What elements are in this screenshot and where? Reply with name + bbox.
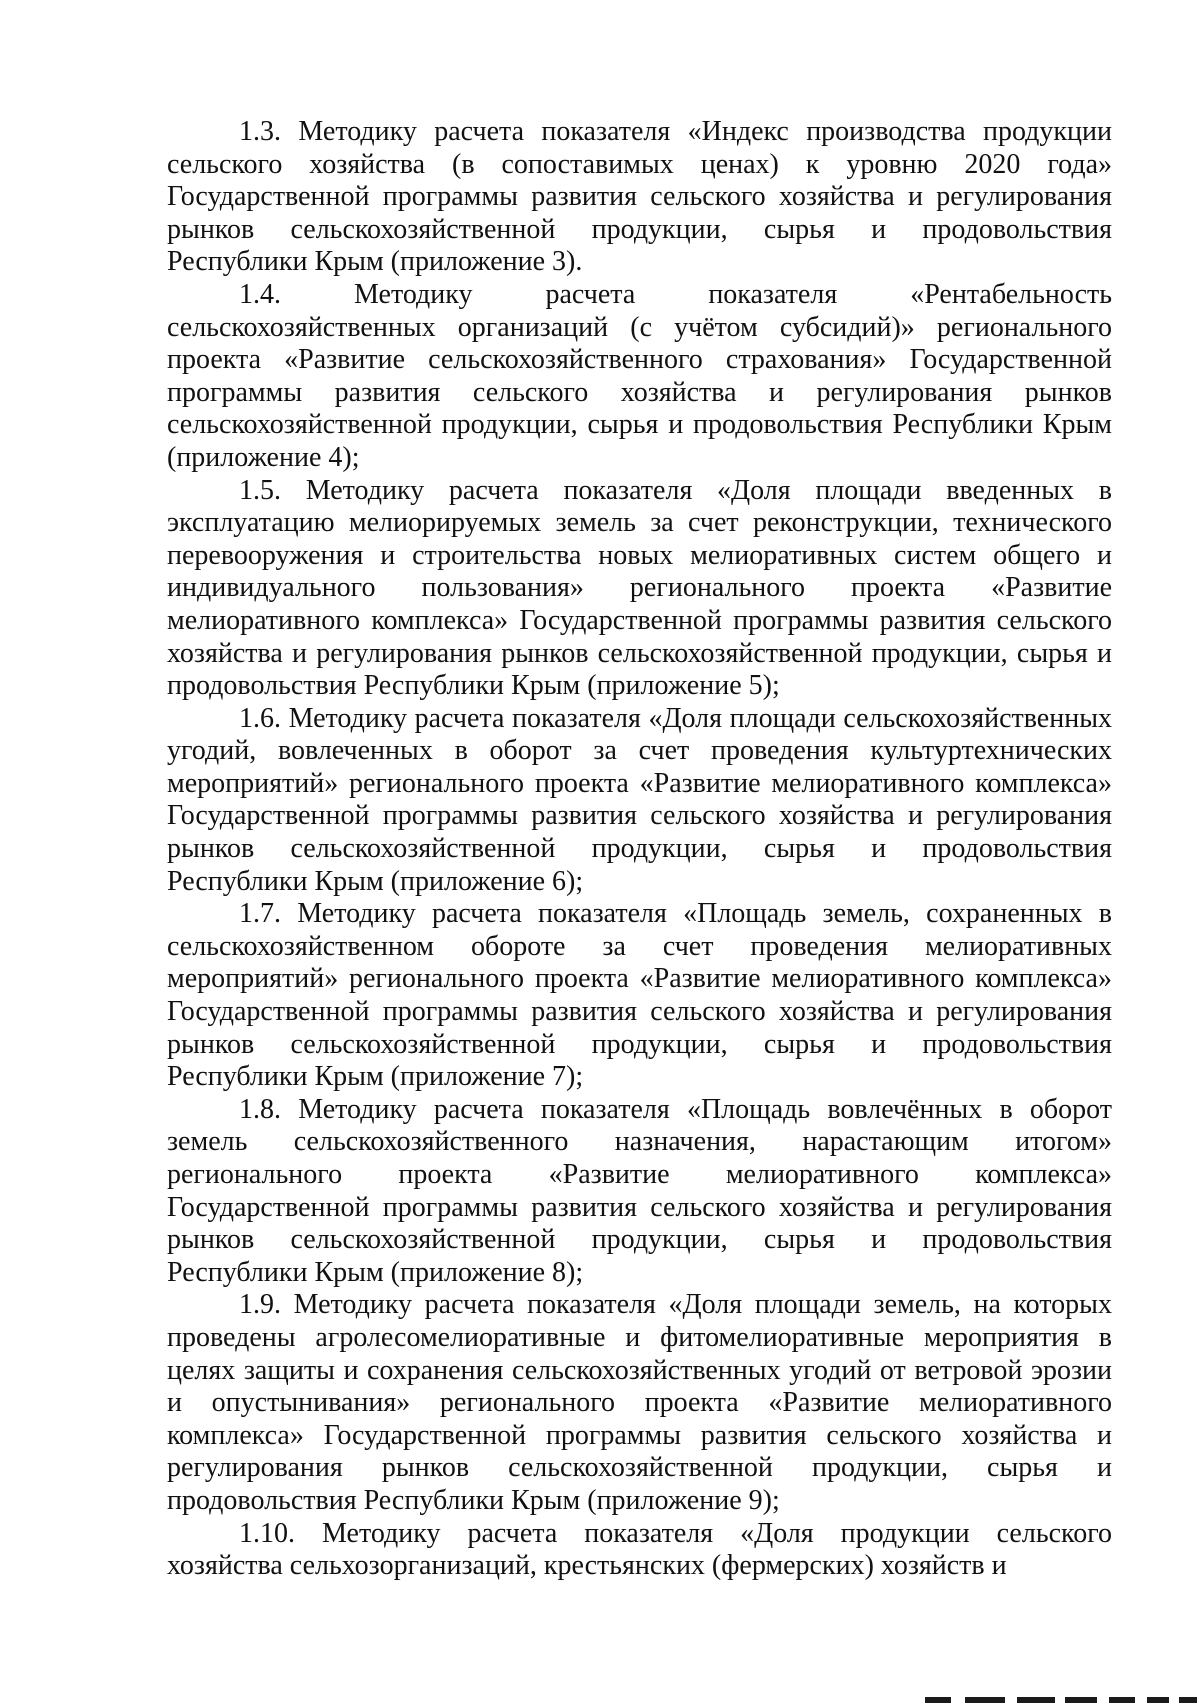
paragraph-1-9: 1.9. Методику расчета показателя «Доля площади земель, на которых проведены агролесомелиоративные и фитомелиоративные мероприятия в целях защиты и сохранения сельскохозяйственных угодий от ветровой эрозии и опустынивания» регионального проекта «Развитие мелиоративного комплекса» Государственной программы развития сельского хозяйства и регулирования рынков сельскохозяйственной продукции, сырья и продовольствия Республики Крым (приложение 9); [167,1289,1112,1516]
paragraph-1-6: 1.6. Методику расчета показателя «Доля площади сельскохозяйственных угодий, вовлеченных в оборот за счет проведения культуртехнических мероприятий» регионального проекта «Развитие мелиоративного комплекса» Государственной программы развития сельского хозяйства и регулирования рынков сельскохозяйственной продукции, сырья и продовольствия Республики Крым (приложение 6); [167,702,1112,897]
paragraph-1-10: 1.10. Методику расчета показателя «Доля продукции сельского хозяйства сельхозорганизаций, крестьянских (фермерских) хозяйств и [167,1517,1112,1582]
paragraph-1-5: 1.5. Методику расчета показателя «Доля площади введенных в эксплуатацию мелиорируемых земель за счет реконструкции, технического перевооружения и строительства новых мелиоративных систем общего и индивидуального пользования» регионального проекта «Развитие мелиоративного комплекса» Государственной программы развития сельского хозяйства и регулирования рынков сельскохозяйственной продукции, сырья и продовольствия Республики Крым (приложение 5); [167,474,1112,702]
document-body [167,116,1112,1583]
paragraph-1-3: 1.3. Методику расчета показателя «Индекс производства продукции сельского хозяйства (в сопоставимых ценах) к уровню 2020 года» Государственной программы развития сельского хозяйства и регулирования рынков сельскохозяйственной продукции, сырья и продовольствия Республики Крым (приложение 3). [167,116,1112,278]
paragraph-1-7: 1.7. Методику расчета показателя «Площадь земель, сохраненных в сельскохозяйственном обороте за счет проведения мелиоративных мероприятий» регионального проекта «Развитие мелиоративного комплекса» Государственной программы развития сельского хозяйства и регулирования рынков сельскохозяйственной продукции, сырья и продовольствия Республики Крым (приложение 7); [167,898,1112,1093]
paragraph-1-4: 1.4. Методику расчета показателя «Рентабельность сельскохозяйственных организаций (с учётом субсидий)» регионального проекта «Развитие сельскохозяйственного страхования» Государственной программы развития сельского хозяйства и регулирования рынков сельскохозяйственной продукции, сырья и продовольствия Республики Крым (приложение 4); [167,278,1112,473]
scan-artifact-marks [905,1688,1200,1703]
paragraph-1-8: 1.8. Методику расчета показателя «Площадь вовлечённых в оборот земель сельскохозяйственного назначения, нарастающим итогом» регионального проекта «Развитие мелиоративного комплекса» Государственной программы развития сельского хозяйства и регулирования рынков сельскохозяйственной продукции, сырья и продовольствия Республики Крым (приложение 8); [167,1093,1112,1288]
